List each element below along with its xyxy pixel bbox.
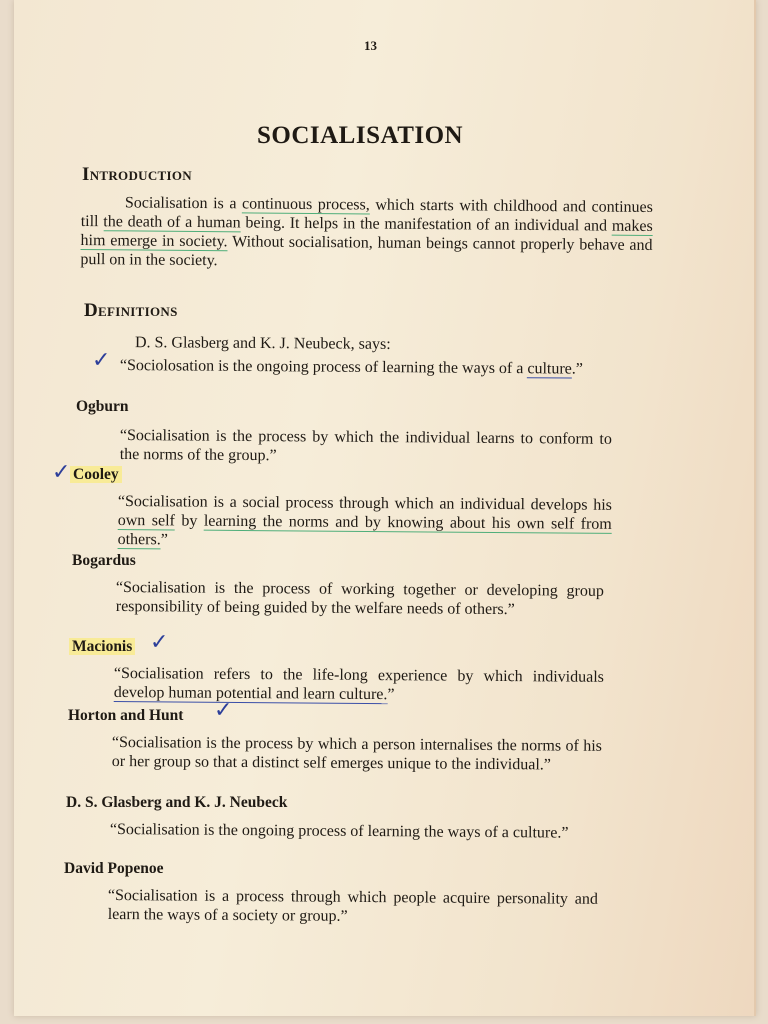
ogburn-quote: “Socialisation is the process by which the individual learns to conform to the norms of the group.” xyxy=(119,426,612,465)
macionis-quote: “Socialisation refers to the life-long experience by which individuals develop human potential and learn culture.” xyxy=(113,664,604,704)
author-david-popenoe: David Popenoe xyxy=(64,860,164,877)
author-glasberg-neubeck: D. S. Glasberg and K. J. Neubeck xyxy=(66,794,288,811)
author-bogardus: Bogardus xyxy=(72,552,136,569)
book-page xyxy=(14,0,756,1016)
underlined-phrase: makes him emerge in society. xyxy=(80,217,653,251)
bogardus-quote: “Socialisation is the process of working together or developing group responsibility of being guided by the welfare needs of others.” xyxy=(115,578,604,619)
introduction-heading: Introduction xyxy=(82,164,192,185)
checkmark-icon: ✓ xyxy=(150,630,169,655)
page-title: SOCIALISATION xyxy=(257,122,464,149)
checkmark-icon: ✓ xyxy=(92,348,111,373)
checkmark-icon: ✓ xyxy=(52,460,71,485)
underlined-phrase: continuous process, xyxy=(241,195,370,214)
introduction-paragraph: Socialisation is a continuous process, which starts with childhood and continues till the death of a human being. It helps in the manifestation of an individual and makes him emerge in society. Without socialisation, human beings cannot properly behave and pull on in the society. xyxy=(80,194,653,270)
page-number: 13 xyxy=(364,38,377,53)
author-horton-hunt: Horton and Hunt xyxy=(68,707,184,724)
glasberg-neubeck-quote: “Socialisation is the ongoing process of learning the ways of a culture.” xyxy=(109,820,569,842)
author-ogburn: Ogburn xyxy=(76,398,129,415)
cooley-quote: “Socialisation is a social process through which an individual develops his own self by learning the norms and by knowing about his own self from others.” xyxy=(117,492,612,549)
author-macionis: Macionis xyxy=(69,638,135,656)
horton-hunt-quote: “Socialisation is the process by which a person internalises the norms of his or her group so that a distinct self emerges unique to the individual.” xyxy=(111,733,602,774)
glasberg-quote: “Sociolosation is the ongoing process of learning the ways of a culture.” xyxy=(119,356,583,378)
author-cooley: Cooley xyxy=(70,466,122,484)
underlined-phrase: the death of a human xyxy=(103,213,241,232)
david-popenoe-quote: “Socialisation is a process through which people acquire personality and learn the ways of a society or group.” xyxy=(107,886,598,925)
checkmark-icon: ✓ xyxy=(214,698,233,723)
definitions-heading: Definitions xyxy=(84,300,178,321)
glasberg-intro: D. S. Glasberg and K. J. Neubeck, says: xyxy=(134,334,391,353)
